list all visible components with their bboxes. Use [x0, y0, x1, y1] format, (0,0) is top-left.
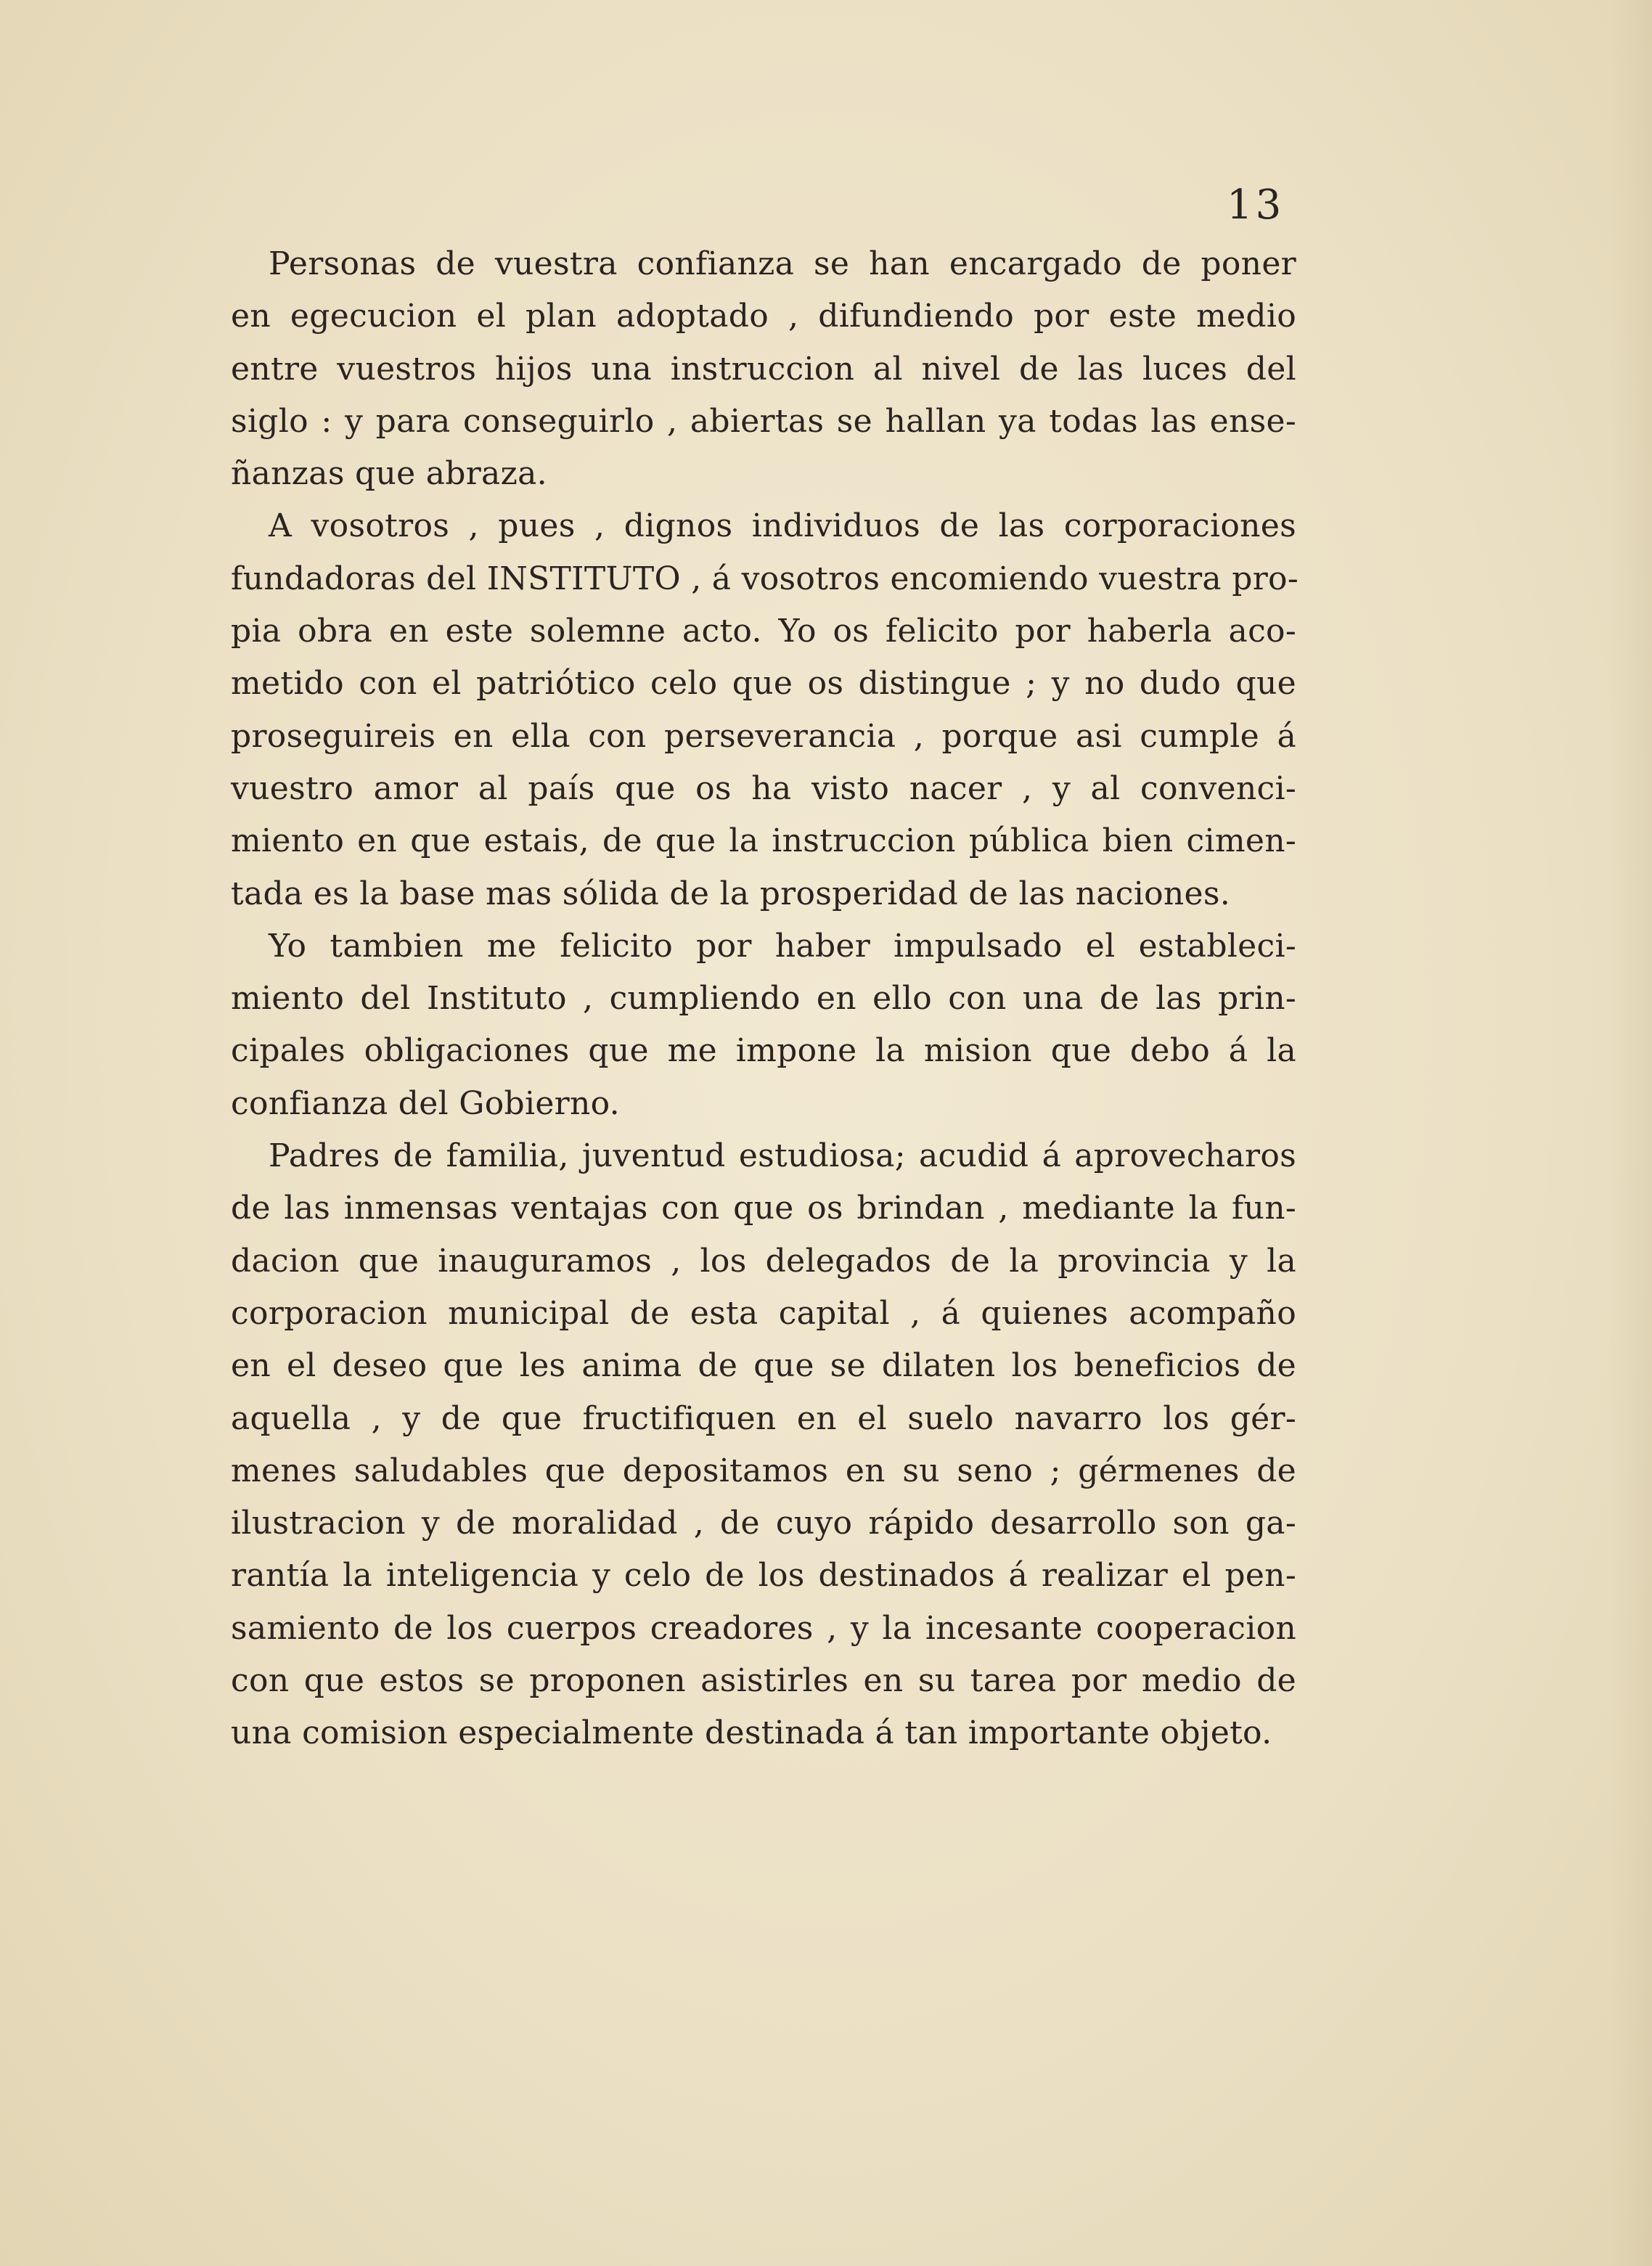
- text-line: una comision especialmente destinada á tan importante objeto.: [231, 1714, 1272, 1752]
- text-line: en egecucion el plan adoptado , difundiendo por este medio: [231, 298, 1296, 335]
- text-line: Padres de familia, juventud estudiosa; acudid á aprovecharos: [269, 1137, 1296, 1175]
- text-line: entre vuestros hijos una instruccion al nivel de las luces del: [231, 350, 1296, 388]
- text-line: samiento de los cuerpos creadores , y la incesante cooperacion: [231, 1609, 1296, 1647]
- text-line: fundadoras del INSTITUTO , á vosotros encomiendo vuestra pro-: [231, 560, 1299, 597]
- text-line: de las inmensas ventajas con que os brindan , mediante la fun-: [231, 1190, 1296, 1227]
- text-line: con que estos se proponen asistirles en su tarea por medio de: [231, 1662, 1296, 1700]
- text-line: vuestro amor al país que os ha visto nacer , y al convenci-: [231, 769, 1296, 807]
- text-line: dacion que inauguramos , los delegados de la provincia y la: [231, 1242, 1296, 1280]
- text-line: menes saludables que depositamos en su seno ; gérmenes de: [231, 1452, 1296, 1489]
- text-line: A vosotros , pues , dignos individuos de las corporaciones: [269, 507, 1296, 545]
- text-line: confianza del Gobierno.: [231, 1084, 620, 1122]
- text-line: rantía la inteligencia y celo de los destinados á realizar el pen-: [231, 1557, 1296, 1595]
- text-line: ñanzas que abraza.: [231, 455, 547, 493]
- text-line: aquella , y de que fructifiquen en el suelo navarro los gér-: [231, 1399, 1296, 1437]
- text-line: cipales obligaciones que me impone la mision que debo á la: [231, 1032, 1296, 1070]
- text-line: corporacion municipal de esta capital , á quienes acompaño: [231, 1294, 1296, 1332]
- text-line: tada es la base mas sólida de la prosperidad de las naciones.: [231, 875, 1231, 912]
- text-line: en el deseo que les anima de que se dilaten los beneficios de: [231, 1347, 1296, 1385]
- page-edge-shading: [1608, 0, 1652, 2266]
- text-line: ilustracion y de moralidad , de cuyo rápido desarrollo son ga-: [231, 1505, 1296, 1542]
- text-line: Yo tambien me felicito por haber impulsado el estableci-: [269, 927, 1296, 965]
- text-line: pia obra en este solemne acto. Yo os felicito por haberla aco-: [231, 613, 1296, 650]
- text-line: siglo : y para conseguirlo , abiertas se hallan ya todas las ense-: [231, 402, 1296, 440]
- text-line: proseguireis en ella con perseverancia , porque asi cumple á: [231, 717, 1296, 755]
- text-line: miento del Instituto , cumpliendo en ello con una de las prin-: [231, 980, 1296, 1018]
- text-line: Personas de vuestra confianza se han encargado de poner: [269, 245, 1296, 282]
- text-line: miento en que estais, de que la instruccion pública bien cimen-: [231, 822, 1296, 860]
- text-line: metido con el patriótico celo que os distingue ; y no dudo que: [231, 665, 1296, 703]
- page-number: 13: [1227, 181, 1285, 229]
- body-text: [231, 238, 1299, 1760]
